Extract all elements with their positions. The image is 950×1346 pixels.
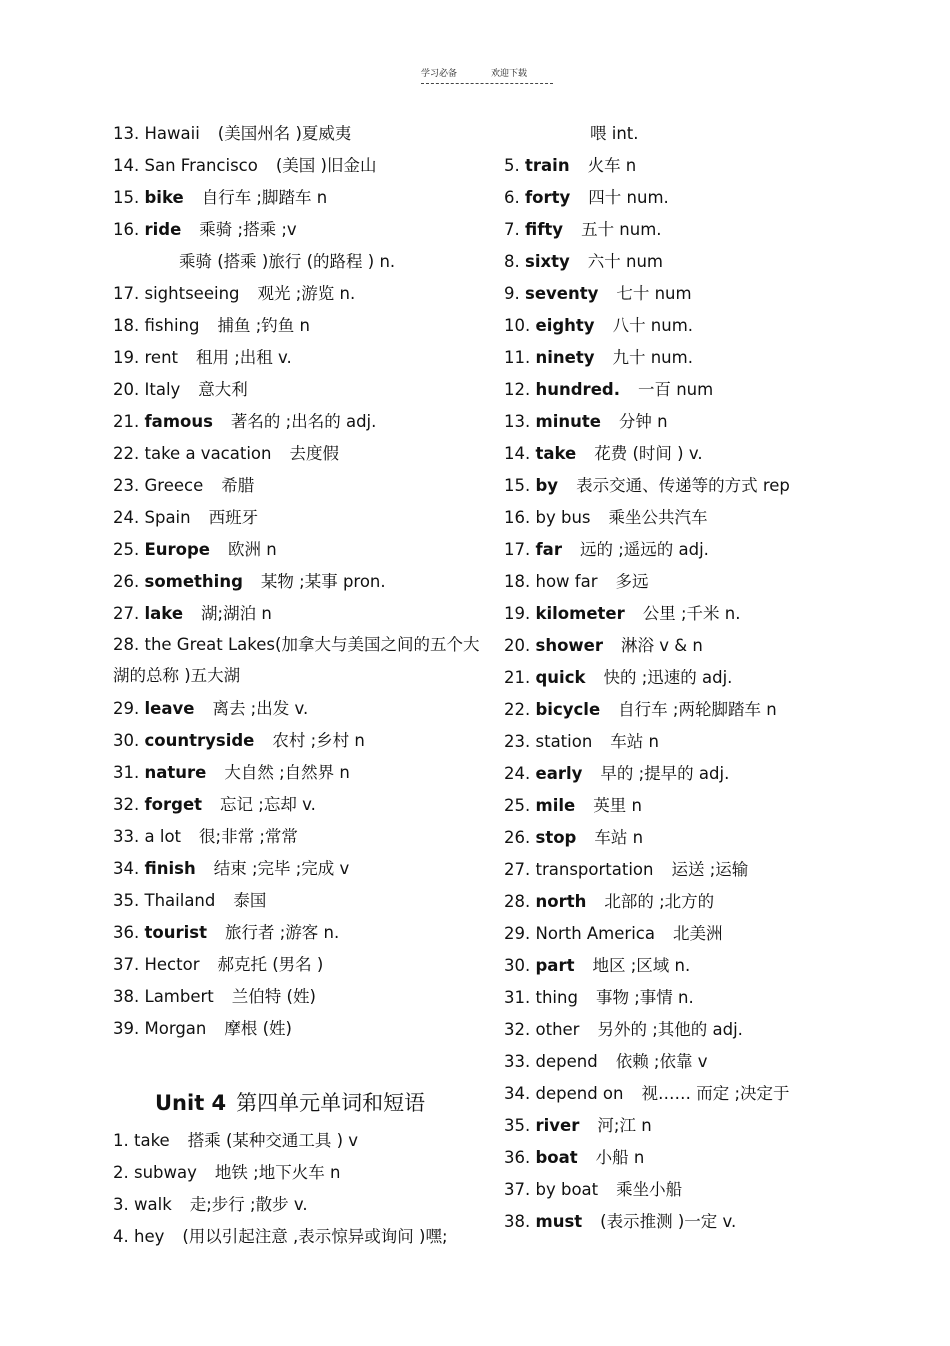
vocab-entry: [113, 885, 493, 917]
entry-word: bicycle: [535, 700, 601, 719]
entry-number: 28.: [504, 892, 531, 911]
entry-number: 3.: [113, 1195, 129, 1214]
entry-meaning: 视…… 而定 ;决定于: [641, 1084, 790, 1103]
entry-word: station: [535, 732, 593, 751]
entry-meaning: 地区 ;区域 n.: [592, 956, 691, 975]
entry-meaning: 车站 n: [610, 732, 659, 751]
entry-number: 16.: [113, 220, 140, 239]
entry-word: fifty: [525, 220, 564, 239]
entry-number: 1.: [113, 1131, 129, 1150]
vocab-entry: [504, 1110, 924, 1142]
entry-meaning: 著名的 ;出名的 adj.: [230, 412, 377, 431]
entry-meaning: 运送 ;运输: [671, 860, 749, 879]
entry-word: train: [525, 156, 570, 175]
entry-number: 26.: [113, 572, 140, 591]
vocab-entry: [504, 374, 924, 406]
vocab-entry: [504, 854, 924, 886]
vocab-entry: [113, 821, 493, 853]
entry-word: leave: [144, 699, 195, 718]
entry-meaning: 捕鱼 ;钓鱼 n: [217, 316, 310, 335]
entry-meaning: 五十 num.: [581, 220, 662, 239]
entry-word: kilometer: [535, 604, 625, 623]
entry-meaning: 农村 ;乡村 n: [272, 731, 365, 750]
entry-number: 34.: [504, 1084, 531, 1103]
entry-number: 23.: [113, 476, 140, 495]
hey-continuation: 喂 int.: [590, 124, 639, 143]
vocab-entry: [504, 438, 924, 470]
left-top-list: [113, 118, 493, 246]
entry-word: must: [535, 1212, 583, 1231]
entry-meaning: 依赖 ;依靠 v: [615, 1052, 708, 1071]
vocab-entry: [504, 982, 924, 1014]
entry-meaning: 早的 ;提早的 adj.: [600, 764, 730, 783]
entry-number: 26.: [504, 828, 531, 847]
entry-word: shower: [535, 636, 603, 655]
vocab-entry: [504, 694, 924, 726]
entry-number: 24.: [504, 764, 531, 783]
entry-word: by bus: [535, 508, 591, 527]
entry-word: early: [535, 764, 583, 783]
entry-number: 36.: [504, 1148, 531, 1167]
entry-number: 30.: [504, 956, 531, 975]
entry-number: 22.: [113, 444, 140, 463]
entry-number: 39.: [113, 1019, 140, 1038]
vocab-entry: [113, 1189, 493, 1221]
entry-number: 17.: [113, 284, 140, 303]
entry-number: 9.: [504, 284, 520, 303]
entry-meaning: 乘坐公共汽车: [608, 508, 708, 527]
entry-meaning: 欧洲 n: [228, 540, 277, 559]
vocab-entry: [113, 598, 493, 630]
vocab-entry: [504, 150, 924, 182]
entry-word: Thailand: [144, 891, 216, 910]
vocab-entry: [504, 726, 924, 758]
entry-word: forget: [144, 795, 203, 814]
entry-word: walk: [134, 1195, 172, 1214]
entry-meaning: 多远: [615, 572, 649, 591]
entry-word: seventy: [525, 284, 599, 303]
vocab-entry: [113, 1125, 493, 1157]
entry-word: Spain: [144, 508, 191, 527]
entry-word: by: [535, 476, 559, 495]
entry-number: 33.: [113, 827, 140, 846]
vocab-entry: [504, 790, 924, 822]
entry-word: San Francisco: [144, 156, 258, 175]
vocab-entry: [504, 310, 924, 342]
entry-number: 16.: [504, 508, 531, 527]
entry-meaning: 快的 ;迅速的 adj.: [603, 668, 733, 687]
vocab-entry: [504, 182, 924, 214]
entry-number: 32.: [113, 795, 140, 814]
entry-number: 23.: [504, 732, 531, 751]
entry-word: sightseeing: [144, 284, 240, 303]
entry-number: 18.: [504, 572, 531, 591]
entry-number: 14.: [113, 156, 140, 175]
entry-word: by boat: [535, 1180, 599, 1199]
entry-number: 32.: [504, 1020, 531, 1039]
vocab-entry: [504, 758, 924, 790]
vocab-entry: [113, 917, 493, 949]
vocab-entry: [113, 470, 493, 502]
vocab-entry: [113, 182, 493, 214]
vocab-entry: [504, 278, 924, 310]
ride-continuation: 乘骑 (搭乘 )旅行 (的路程 ) n.: [179, 252, 396, 271]
entry-number: 34.: [113, 859, 140, 878]
vocab-entry: [113, 342, 493, 374]
entry-meaning: 结束 ;完毕 ;完成 v: [213, 859, 350, 878]
entry-meaning: 地铁 ;地下火车 n: [214, 1163, 341, 1182]
entry-word: far: [535, 540, 562, 559]
entry-number: 33.: [504, 1052, 531, 1071]
entry-meaning: (美国 )旧金山: [275, 156, 377, 175]
vocab-entry: [504, 502, 924, 534]
vocab-entry: [504, 1206, 924, 1238]
entry-word: mile: [535, 796, 576, 815]
entry-number: 38.: [113, 987, 140, 1006]
unit-subtitle: 第四单元单词和短语: [236, 1091, 426, 1115]
entry-word: depend on: [535, 1084, 624, 1103]
entry-word: subway: [134, 1163, 197, 1182]
entry-word: quick: [535, 668, 586, 687]
entry-meaning: 旅行者 ;游客 n.: [224, 923, 340, 942]
entry-number: 27.: [113, 604, 140, 623]
vocab-entry: [113, 374, 493, 406]
entry-meaning: 离去 ;出发 v.: [212, 699, 309, 718]
entry-number: 4.: [113, 1227, 129, 1246]
entry-meaning: 远的 ;遥远的 adj.: [579, 540, 709, 559]
vocab-entry: [113, 118, 493, 150]
vocab-entry: [113, 438, 493, 470]
entry-meaning: 某物 ;某事 pron.: [260, 572, 386, 591]
vocab-entry: [504, 950, 924, 982]
vocab-entry: [504, 630, 924, 662]
vocab-entry: [113, 150, 493, 182]
entry-number: 35.: [113, 891, 140, 910]
entry-meaning: 忘记 ;忘却 v.: [220, 795, 316, 814]
entry-number: 30.: [113, 731, 140, 750]
entry-meaning: 淋浴 v & n: [620, 636, 703, 655]
entry-number: 37.: [113, 955, 140, 974]
unit-label: Unit 4: [155, 1091, 227, 1115]
entry-meaning: 西班牙: [208, 508, 259, 527]
vocab-entry: [504, 1174, 924, 1206]
entry-number: 35.: [504, 1116, 531, 1135]
entry-meaning: 去度假: [289, 444, 339, 463]
entry-number: 29.: [113, 699, 140, 718]
entry-meaning: 公里 ;千米 n.: [642, 604, 741, 623]
vocab-entry: [113, 853, 493, 885]
entry-number: 27.: [504, 860, 531, 879]
entry-word: sixty: [525, 252, 570, 271]
entry-meaning: 湖;湖泊 n: [201, 604, 272, 623]
entry-number: 15.: [504, 476, 531, 495]
entry-word: Italy: [144, 380, 181, 399]
entry-meaning: 八十 num.: [612, 316, 694, 335]
entry-word: eighty: [535, 316, 595, 335]
entry-number: 12.: [504, 380, 531, 399]
entry-word: something: [144, 572, 243, 591]
entry-number: 22.: [504, 700, 531, 719]
right-list: [504, 150, 924, 1238]
entry-meaning: 六十 num: [587, 252, 663, 271]
entry-number: 31.: [504, 988, 531, 1007]
page-header: [421, 66, 553, 84]
header-left: 学习必备: [421, 69, 458, 79]
vocab-entry: [113, 502, 493, 534]
entry-number: 36.: [113, 923, 140, 942]
entry-number: 25.: [504, 796, 531, 815]
entry-meaning: 大自然 ;自然界 n: [224, 763, 350, 782]
vocab-entry: [113, 949, 493, 981]
entry-meaning: 英里 n: [593, 796, 642, 815]
vocab-entry: [504, 534, 924, 566]
vocab-entry: [113, 1221, 493, 1253]
entry-number: 25.: [113, 540, 140, 559]
vocab-entry: [504, 566, 924, 598]
vocab-entry: [113, 278, 493, 310]
entry-number: 10.: [504, 316, 531, 335]
entry-meaning: 观光 ;游览 n.: [257, 284, 356, 303]
entry-meaning: (用以引起注意 ,表示惊异或询问 )嘿;: [182, 1227, 448, 1246]
entry-word: ride: [144, 220, 182, 239]
vocab-entry: [504, 470, 924, 502]
vocab-entry: [113, 534, 493, 566]
entry-number: 37.: [504, 1180, 531, 1199]
vocab-entry: [504, 1078, 924, 1110]
entry-word: boat: [535, 1148, 578, 1167]
vocab-entry: [113, 725, 493, 757]
entry-number: 24.: [113, 508, 140, 527]
entry-meaning: 小船 n: [595, 1148, 645, 1167]
entry-word: how far: [535, 572, 598, 591]
entry-word: part: [535, 956, 575, 975]
entry-word: forty: [525, 188, 571, 207]
entry-meaning: 兰伯特 (姓): [231, 987, 316, 1006]
entry-word: fishing: [144, 316, 200, 335]
entry-number: 20.: [504, 636, 531, 655]
vocab-entry: [504, 886, 924, 918]
entry-meaning: 北部的 ;北方的: [604, 892, 715, 911]
entry-word: hundred.: [535, 380, 620, 399]
entry-number: 21.: [504, 668, 531, 687]
entry-meaning: 一百 num: [637, 380, 714, 399]
entry-meaning: 自行车 ;脚踏车 n: [201, 188, 328, 207]
entry-meaning: (表示推测 )一定 v.: [600, 1212, 737, 1231]
entry-meaning: 意大利: [198, 380, 248, 399]
entry-meaning: 另外的 ;其他的 adj.: [597, 1020, 743, 1039]
entry-number: 18.: [113, 316, 140, 335]
entry-number: 6.: [504, 188, 520, 207]
entry-number: 2.: [113, 1163, 129, 1182]
vocab-entry: [113, 981, 493, 1013]
entry-number: 7.: [504, 220, 520, 239]
right-column: [504, 118, 924, 1238]
entry-word: Europe: [144, 540, 210, 559]
entry-word: Greece: [144, 476, 204, 495]
vocab-entry: [504, 406, 924, 438]
entry-number: 13.: [504, 412, 531, 431]
vocab-entry: [113, 566, 493, 598]
entry-number: 11.: [504, 348, 531, 367]
entry-number: 17.: [504, 540, 531, 559]
entry-word: Morgan: [144, 1019, 207, 1038]
vocab-entry: [113, 757, 493, 789]
entry-word: bike: [144, 188, 184, 207]
vocab-entry: [113, 406, 493, 438]
vocab-entry: [504, 662, 924, 694]
entry-word: lake: [144, 604, 184, 623]
vocab-entry: [504, 246, 924, 278]
entry-number: 14.: [504, 444, 531, 463]
entry-word: finish: [144, 859, 196, 878]
entry-meaning: 北美洲: [672, 924, 723, 943]
entry-number: 31.: [113, 763, 140, 782]
entry-word: thing: [535, 988, 578, 1007]
entry-number: 29.: [504, 924, 531, 943]
vocab-entry: [504, 342, 924, 374]
vocab-entry: [504, 1046, 924, 1078]
entry-word: stop: [535, 828, 577, 847]
entry-word: river: [535, 1116, 580, 1135]
entry-word: take: [134, 1131, 170, 1150]
entry-meaning: 花费 (时间 ) v.: [594, 444, 703, 463]
entry-number: 20.: [113, 380, 140, 399]
vocab-entry: [113, 310, 493, 342]
entry-number: 8.: [504, 252, 520, 271]
unit4-list: [113, 1125, 493, 1253]
vocab-entry: [113, 693, 493, 725]
entry-word: Lambert: [144, 987, 214, 1006]
entry-meaning: 表示交通、传递等的方式 rep: [576, 476, 790, 495]
entry-meaning: 四十 num.: [588, 188, 669, 207]
entry-word: take: [535, 444, 577, 463]
entry-number: 5.: [504, 156, 520, 175]
entry-meaning: 租用 ;出租 v.: [196, 348, 292, 367]
entry-word: a lot: [144, 827, 182, 846]
entry-meaning: 郝克托 (男名 ): [217, 955, 324, 974]
entry-number: 21.: [113, 412, 140, 431]
entry-word: minute: [535, 412, 601, 431]
entry-meaning: 九十 num.: [612, 348, 693, 367]
entry-number: 13.: [113, 124, 140, 143]
entry-meaning: 分钟 n: [618, 412, 668, 431]
entry-word: famous: [144, 412, 213, 431]
entry-number: 19.: [113, 348, 140, 367]
vocab-entry: [113, 1013, 493, 1045]
entry-number: 15.: [113, 188, 140, 207]
entry-word: Hector: [144, 955, 200, 974]
entry-meaning: 搭乘 (某种交通工具 ) v: [187, 1131, 359, 1150]
entry-meaning: 乘骑 ;搭乘 ;v: [199, 220, 297, 239]
left-bottom-list: [113, 693, 493, 1045]
entry-word: tourist: [144, 923, 207, 942]
left-mid-list: [113, 278, 493, 630]
entry-number: 38.: [504, 1212, 531, 1231]
entry-word: other: [535, 1020, 580, 1039]
entry-word: north: [535, 892, 587, 911]
entry-word: countryside: [144, 731, 255, 750]
entry-word: hey: [134, 1227, 165, 1246]
vocab-entry: [504, 598, 924, 630]
unit-heading: [113, 1085, 493, 1125]
entry-meaning: 泰国: [233, 891, 267, 910]
vocab-entry: [504, 214, 924, 246]
entry-word: nature: [144, 763, 207, 782]
entry-meaning: 车站 n: [594, 828, 644, 847]
entry-meaning: 事物 ;事情 n.: [595, 988, 694, 1007]
entry-word: North America: [535, 924, 655, 943]
spacer: [113, 1045, 493, 1077]
vocab-entry: [504, 1014, 924, 1046]
entry-meaning: (美国州名 )夏威夷: [217, 124, 352, 143]
entry-meaning: 很;非常 ;常常: [199, 827, 298, 846]
entry-word: take a vacation: [144, 444, 272, 463]
vocab-entry: [504, 1142, 924, 1174]
vocab-entry: [504, 822, 924, 854]
vocab-entry: [504, 918, 924, 950]
header-right: 欢迎下载: [491, 69, 528, 79]
entry-meaning: 火车 n: [587, 156, 637, 175]
entry-word: depend: [535, 1052, 598, 1071]
entry-number: 19.: [504, 604, 531, 623]
vocab-entry: [113, 214, 493, 246]
vocab-entry: [113, 1157, 493, 1189]
entry-meaning: 河;江 n: [597, 1116, 652, 1135]
vocab-entry: [113, 789, 493, 821]
entry-meaning: 乘坐小船: [616, 1180, 683, 1199]
entry-meaning: 七十 num: [616, 284, 692, 303]
entry-word: transportation: [535, 860, 654, 879]
entry-meaning: 希腊: [221, 476, 255, 495]
entry-meaning: 走;步行 ;散步 v.: [189, 1195, 308, 1214]
entry-meaning: 摩根 (姓): [224, 1019, 292, 1038]
entry-meaning: 自行车 ;两轮脚踏车 n: [618, 700, 777, 719]
great-lakes-entry: 28. the Great Lakes(加拿大与美国之间的五个大湖的总称 )五大湖: [113, 635, 480, 685]
left-column: [113, 118, 493, 1253]
entry-word: ninety: [535, 348, 595, 367]
entry-word: rent: [144, 348, 178, 367]
entry-word: Hawaii: [144, 124, 200, 143]
